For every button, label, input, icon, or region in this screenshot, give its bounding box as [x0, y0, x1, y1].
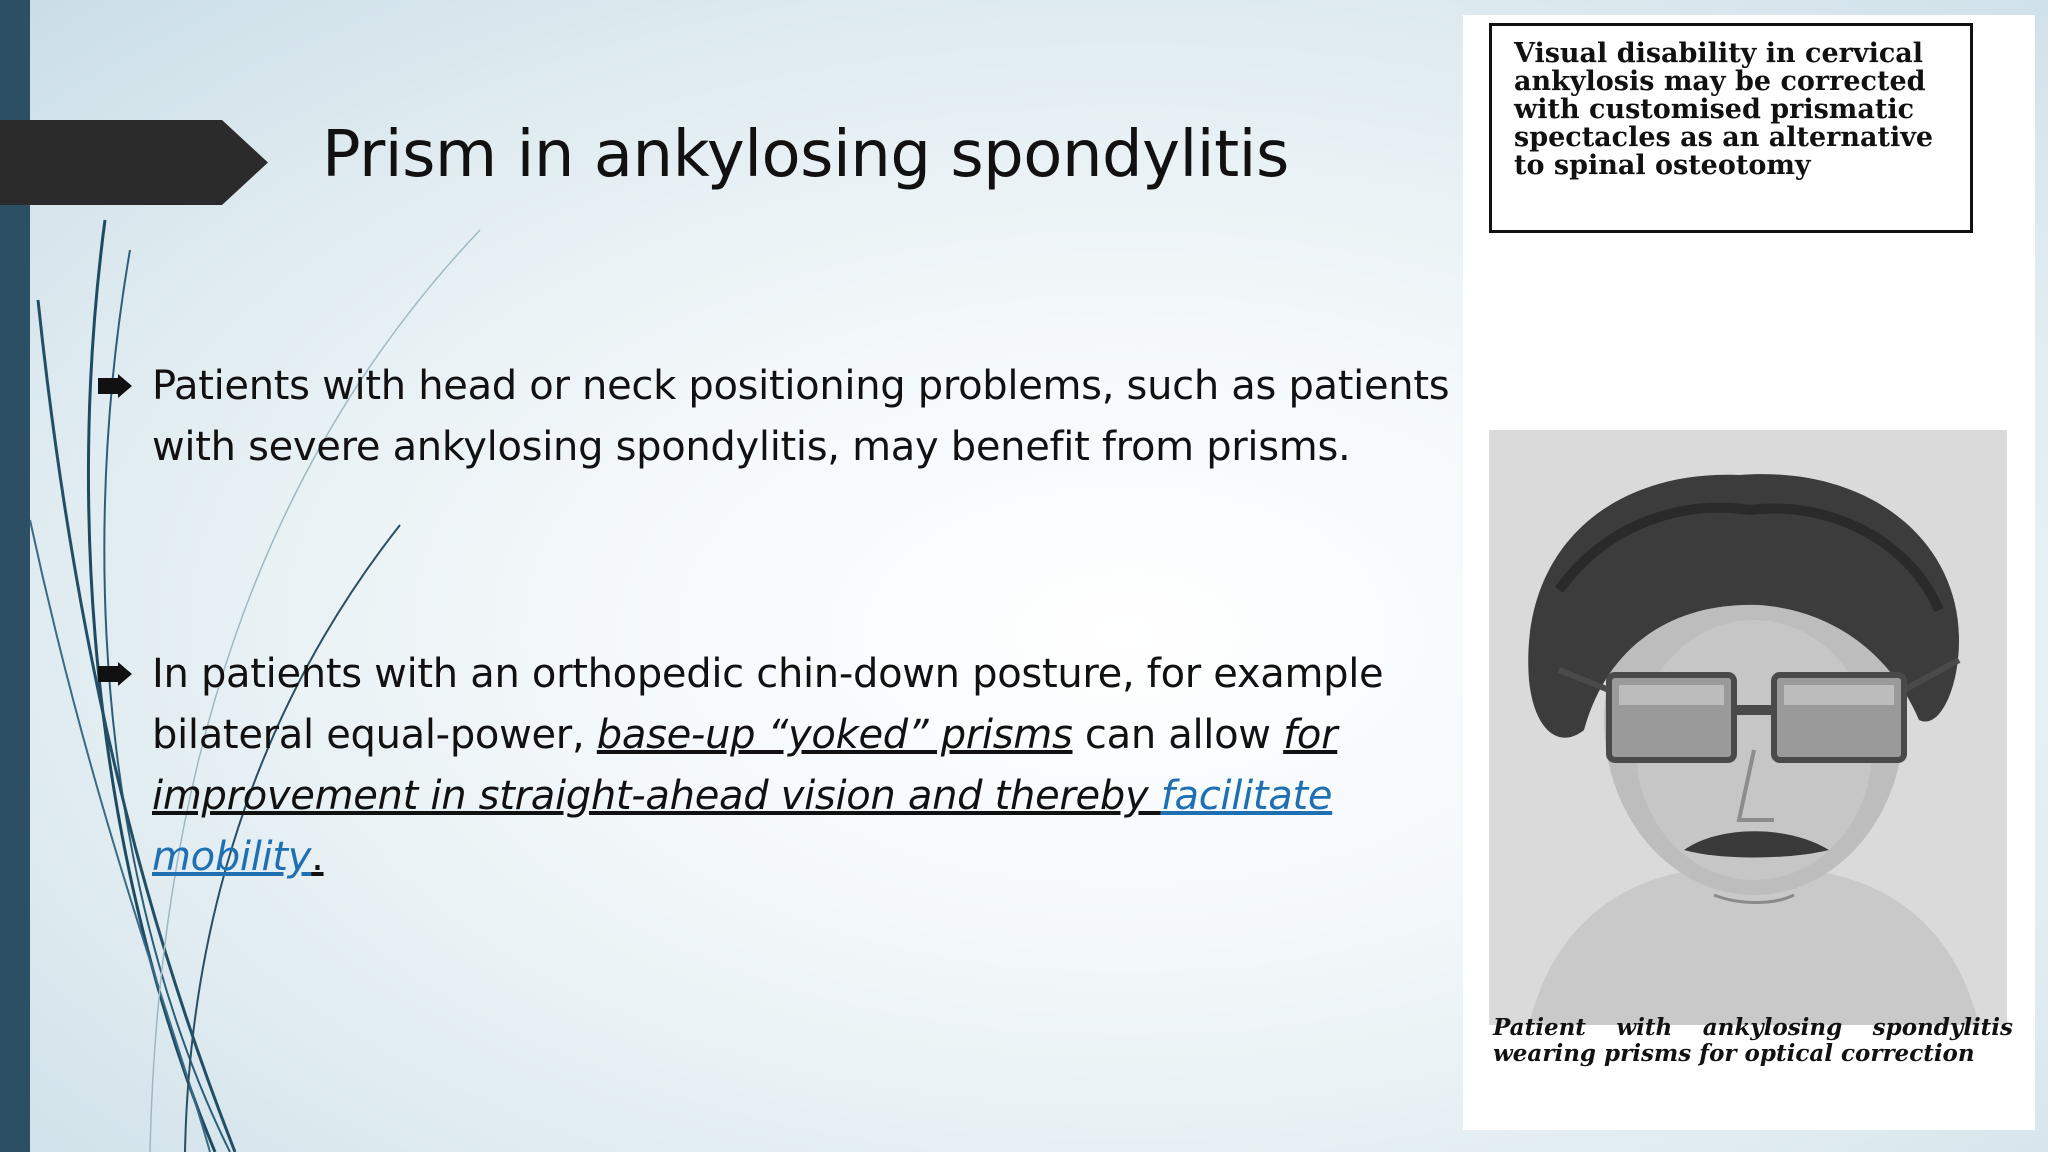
bullet-item-1	[98, 356, 1468, 478]
bullet-2-text	[152, 644, 1468, 888]
bullet-item-2	[98, 644, 1468, 888]
patient-photo	[1489, 430, 2007, 1025]
bullet-2-middle: can allow	[1072, 712, 1284, 758]
figure-panel	[1463, 15, 2035, 1130]
title-arrow-shape	[0, 120, 268, 205]
figure-photo-caption: Patient with ankylosing spondylitis wearing prisms for optical correction	[1493, 1014, 2013, 1067]
slide-title: Prism in ankylosing spondylitis	[322, 118, 1289, 192]
bullet-2-emphasis-prisms: base-up “yoked” prisms	[596, 712, 1073, 758]
patient-with-prism-glasses-image	[1489, 430, 2007, 1025]
facilitate-mobility-link[interactable]: facilitate mobility	[152, 773, 1333, 880]
bullet-2-lead: In patients with an orthopedic chin-down posture, for example bilateral equal-power,	[152, 651, 1384, 758]
arrow-right-bullet-icon	[98, 662, 132, 686]
arrow-right-bullet-icon	[98, 374, 132, 398]
bullet-1-text: Patients with head or neck positioning problems, such as patients with severe ankylosing spondylitis, may benefit from prisms.	[152, 363, 1450, 470]
bullet-2-end: .	[311, 834, 324, 880]
bullet-2-emphasis-improvement: for improvement in straight-ahead vision and thereby	[152, 712, 1338, 819]
figure-box-caption: Visual disability in cervical ankylosis may be corrected with customised prismatic spectacles as an alternative to spinal osteotomy	[1489, 23, 1973, 233]
